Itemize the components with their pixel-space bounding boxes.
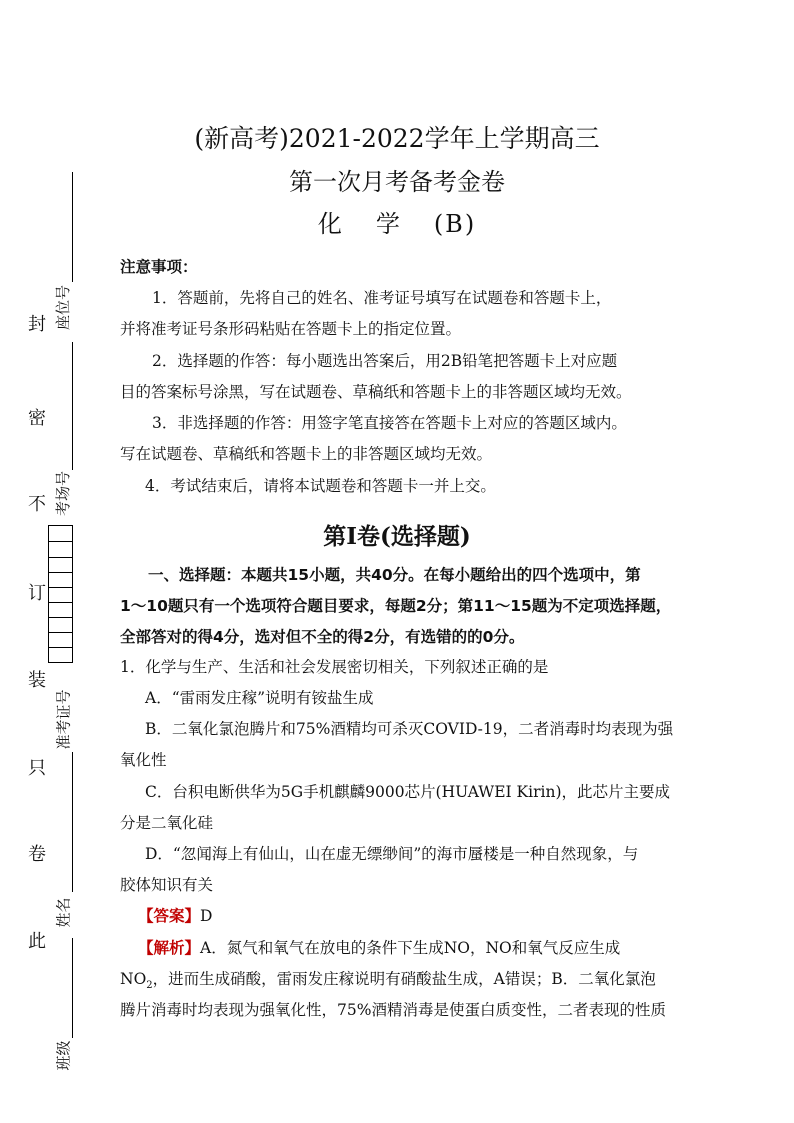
analysis-formula: NO <box>120 970 147 988</box>
name-label: 姓名 <box>54 897 73 928</box>
analysis-line: 腾片消毒时均表现为强氧化性，75%酒精消毒是使蛋白质变性，二者表现的性质 <box>120 1001 666 1019</box>
question-option: B．二氧化氯泡腾片和75%酒精均可杀灭COVID-19，二者消毒时均表现为强 <box>145 720 674 738</box>
class-label: 班级 <box>54 1040 73 1071</box>
version-label: (B) <box>433 210 477 238</box>
binding-char: 装 <box>28 670 46 691</box>
section-intro-line: 1～10题只有一个选项符合题目要求，每题2分；第11～15题为不定项选择题， <box>120 597 672 615</box>
analysis-line <box>120 968 656 997</box>
subject-title <box>0 207 794 241</box>
binding-line <box>72 342 73 470</box>
exam-subtitle: 第一次月考备考金卷 <box>289 168 505 196</box>
notice-line: 4．考试结束后，请将本试题卷和答题卡一并上交。 <box>145 477 496 495</box>
question-option-cont: 分是二氧化硅 <box>120 814 214 832</box>
question-option: D．“忽闻海上有仙山，山在虚无缥缈间”的海市蜃楼是一种自然现象，与 <box>145 845 639 863</box>
subject-char-2: 学 <box>375 210 434 238</box>
subject-char-1: 化 <box>317 210 376 238</box>
question-option: A．“雷雨发庄稼”说明有铵盐生成 <box>145 689 374 707</box>
answer-tag: 【答案】 <box>138 906 201 925</box>
exam-title: (新高考)2021-2022学年上学期高三 <box>194 124 600 153</box>
binding-char: 不 <box>28 494 46 515</box>
question-option-cont: 氧化性 <box>120 751 167 769</box>
binding-line <box>72 938 73 1038</box>
section-title: 第Ⅰ卷(选择题) <box>323 523 471 550</box>
notice-line: 写在试题卷、草稿纸和答题卡上的非答题区域均无效。 <box>120 445 493 463</box>
seat-number-label: 座位号 <box>54 284 73 331</box>
binding-char: 订 <box>28 583 46 604</box>
analysis-text: A．氮气和氧气在放电的条件下生成NO，NO和氧气反应生成 <box>200 939 621 957</box>
question-option: C．台积电断供华为5G手机麒麟9000芯片(HUAWEI Kirin)，此芯片主要成 <box>145 783 670 801</box>
admission-number-label: 准考证号 <box>54 689 73 750</box>
notice-line: 3．非选择题的作答：用签字笔直接答在答题卡上对应的答题区域内。 <box>152 414 627 432</box>
binding-char: 只 <box>28 758 46 779</box>
notice-line: 目的答案标号涂黑，写在试题卷、草稿纸和答题卡上的非答题区域均无效。 <box>120 383 632 401</box>
analysis-tag: 【解析】 <box>138 938 201 957</box>
notice-line: 1．答题前，先将自己的姓名、准考证号填写在试题卷和答题卡上， <box>152 289 612 307</box>
analysis-subscript: 2 <box>146 980 153 992</box>
answer-value: D <box>200 907 213 925</box>
section-intro-line: 一、选择题：本题共15小题，共40分。在每小题给出的四个选项中，第 <box>148 566 641 584</box>
analysis-line <box>138 937 620 959</box>
binding-char: 卷 <box>28 844 46 865</box>
binding-line <box>72 752 73 892</box>
section-intro-line: 全部答对的得4分，选对但不全的得2分，有选错的的0分。 <box>120 628 525 646</box>
exam-room-label: 考场号 <box>54 470 73 517</box>
notice-line: 2．选择题的作答：每小题选出答案后，用2B铅笔把答题卡上对应题 <box>152 352 618 370</box>
notice-line: 并将准考证号条形码粘贴在答题卡上的指定位置。 <box>120 320 462 338</box>
answer-line <box>138 905 212 927</box>
question-option-cont: 胶体知识有关 <box>120 876 214 894</box>
notice-heading: 注意事项： <box>120 258 198 276</box>
binding-char: 此 <box>28 931 46 952</box>
binding-char: 封 <box>28 314 46 335</box>
analysis-text: ，进而生成硝酸，雷雨发庄稼说明有硝酸盐生成，A错误；B．二氧化氯泡 <box>152 970 656 988</box>
binding-char: 密 <box>28 408 46 429</box>
question-stem: 1．化学与生产、生活和社会发展密切相关，下列叙述正确的是 <box>120 658 549 676</box>
